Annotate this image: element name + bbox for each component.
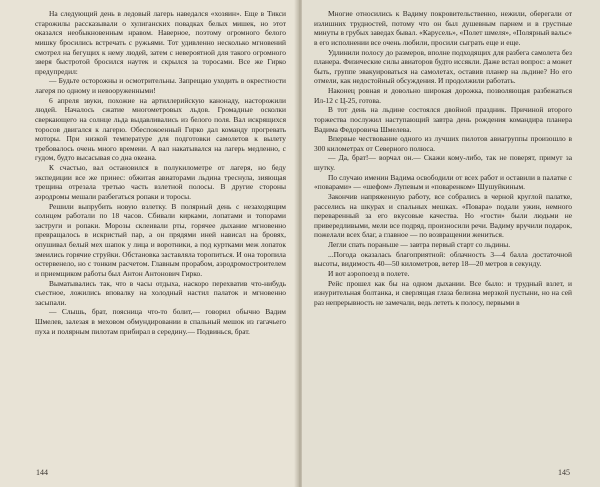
right-paragraph-7: По случаю именин Вадима освободили от всех работ и оставили в палатке с «поварами» — «шефом» Лупевым и «поваренком» Шушуйкиным. <box>314 172 572 192</box>
right-paragraph-6: — Да, брат!— ворчал он.— Скажи кому-либо, так не поверят, примут за шутку. <box>314 153 572 172</box>
left-paragraph-4: К счастью, вал остановился в полукилометре от лагеря, но беду экспедиции все же принес: обжитая авиаторами льдина треснула, зияющая трещина отрезала третью часть взлетной полосы. В другие стороны аэродромы мешали разбегаться ропаки и торосы. <box>35 163 286 201</box>
left-paragraph-3: 6 апреля звуки, похожие на артиллерийскую канонаду, насторожили людей. Началось сжатие многометровых льдов. Громадные осколки сверкающего на солнце льда выдавливались из белого поля. Вал искрящихся торосов двигался к лагерю. Обеспокоенный Гирко дал команду прогревать моторы. При низкой температуре для подготовки самолетов к вылету требовалось очень много времени. А вал накатывался на лагерь медленно, с гудом, будто высасывая со дна океана. <box>35 95 286 163</box>
right-paragraph-3: Наконец ровная и довольно широкая дорожка, позволяющая разбежаться Ил-12 с Ц-25, готова. <box>314 86 572 105</box>
left-paragraph-7: — Слышь, брат, поясница что-то болит,— говорил обычно Вадим Шмелев, залезая в меховом обмундировании в спальный мешок из гагачьего пуха и полярным пилотам прибирал в середину.— Подвинься, брат. <box>35 307 286 336</box>
left-page-number: 144 <box>36 468 48 478</box>
right-page <box>302 0 600 487</box>
right-paragraph-2: Удлинили полосу до размеров, вполне подходящих для разбега самолета без планера. Физические силы авиаторов будто иссякли. Даже встал вопрос: а может быть, группе эвакуироваться на самолетах, оставив планер на льдине? Но его отмели, как недостойный обсуждения. И продолжили работать. <box>314 47 572 86</box>
right-paragraph-12: Рейс прошел как бы на одном дыхании. Все было: и трудный взлет, и изнурительная болтанка, и сверлящая глаза белизна мерзкой пустыни, но на сей раз непрерывность не замечали, ведь лететь к полосу, первыми в <box>314 278 572 307</box>
right-paragraph-11: И вот аэропоезд в полете. <box>328 268 410 278</box>
left-page <box>0 0 298 487</box>
left-paragraph-1: На следующий день в ледовый лагерь наведался «хозяин». Еще в Тикси старожилы рассказывали о хулиганских повадках белых мишек, но этот оказался необыкновенным нравом. Наверное, поэтому огромного белого мишку бросились встречать с ружьями. Тот удивленно несколько мгновений смотрел на бегущих к нему людей, затем с невероятной для такого огромного зверя быстротой бросился наутек и скрылся за торосами. Все же Гирко предупредил: <box>35 9 286 76</box>
left-paragraph-2: — Будьте осторожны и осмотрительны. Запрещаю уходить в окрестности лагеря по одному и невооруженными! <box>35 76 286 95</box>
right-paragraph-4: В тот день на льдине состоялся двойной праздник. Причиной второго торжества послужил наступающий завтра день рождения командира планера Вадима Федоровича Шмелева. <box>314 105 572 134</box>
right-paragraph-1: Многие относились к Вадиму покровительственно, нежили, оберегали от излишних трудностей, потому что он был душевным парнем и в грустные минуты в грубых заведах бывал. «Карусель», «Полет шмеля», «Полярный вальс» в его исполнении все очень любили, просили сыграть еще и еще. <box>314 9 572 47</box>
right-paragraph-10: ...Погода оказалась благоприятной: облачность 3—4 балла достаточной высоты, видимость 40—50 километров, ветер 18—20 метров в секунду. <box>314 249 572 269</box>
right-paragraph-8: Закончив напряженную работу, все собрались в черной круглой палатке, расселись на шкурах и спальных мешках. «Повара» подали ужин, немного переваренный за его вкусовые качества. Но «гости» были людьми не привередливыми, мели все подряд, произносили речи. Вадиму вручили подарок, пожелали всех благ, а главное — по возвращении жениться. <box>314 191 572 240</box>
right-page-number: 145 <box>558 468 570 478</box>
right-paragraph-5: Впервые чествование одного из лучших пилотов авиагруппы произошло в 300 километрах от Северного полюса. <box>314 134 572 153</box>
left-paragraph-5: Решили выпрубить новую взлетку. В полярный день с незаходящим солнцем работали по 18 часов. Сбивали кирками, лопатами и топорами заструги и ропаки. Морозы склеивали рты, горячее дыхание мгновенно превращалось в искристый пар, а он прядями иней нависал на бровях, опушивал белый мех шапок у лица и воротники, а под куртками меж лопаток змеились горячие струйки. Обстановка заставляла торопиться. И она торопила остервенело, но с тонким расчетом. Главным прорабом, аэродромостроителем и приемщиком работы был Антон Антонович Гирко. <box>35 201 286 278</box>
right-paragraph-9: Легли спать пораньше — завтра первый старт со льдины. <box>328 240 511 249</box>
left-paragraph-6: Выматывались так, что в часы отдыха, наскоро перехватив что-нибудь съестное, ложились вповалку на холодный настил палаток и мгновенно засыпали. <box>35 278 286 307</box>
